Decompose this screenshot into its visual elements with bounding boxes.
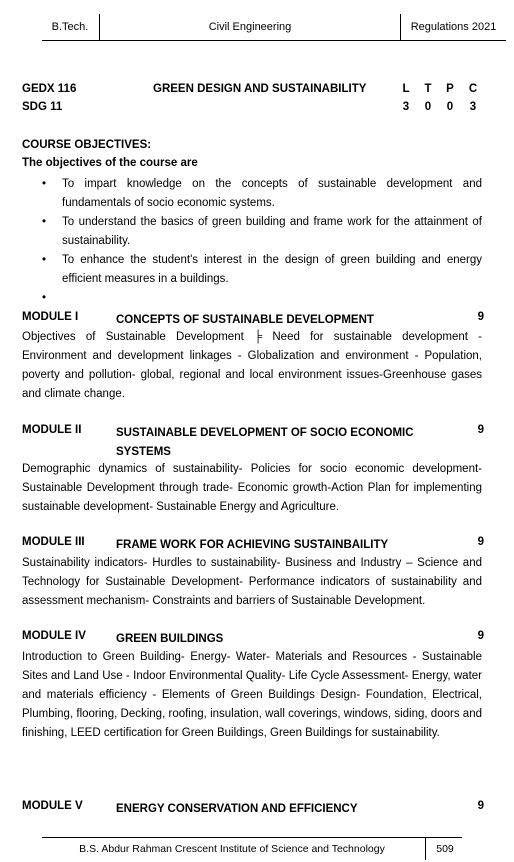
- objective-text: To enhance the student's interest in the design of green building and energy efficient measures in a buildings.: [62, 254, 482, 285]
- objective-item: [22, 175, 482, 213]
- module-hours: 9: [477, 536, 484, 548]
- page-footer: [42, 837, 462, 860]
- ltpc-label-c: C: [468, 83, 478, 95]
- objectives-heading: COURSE OBJECTIVES:: [22, 139, 152, 151]
- ltpc-value-t: 0: [424, 101, 432, 113]
- objective-item: [22, 213, 482, 251]
- module-title: SUSTAINABLE DEVELOPMENT OF SOCIO ECONOMIC SYSTEMS: [116, 427, 414, 458]
- page-header: [42, 14, 506, 41]
- objectives-list: [22, 175, 482, 308]
- header-regulations: Regulations 2021: [410, 21, 497, 33]
- ltpc-label-p: P: [446, 83, 454, 95]
- course-sdg: SDG 11: [22, 101, 63, 113]
- module-number: MODULE V: [22, 800, 83, 812]
- module-description: Objectives of Sustainable Development ╞ Need for sustainable development - Environment and development linkages - Globalization and environment - Population, poverty and pollution- global, regional and local environment issues-Greenhouse gases and climate change.: [22, 331, 482, 400]
- course-title: GREEN DESIGN AND SUSTAINABILITY: [153, 83, 367, 95]
- module-hours: 9: [477, 800, 484, 812]
- objective-text: To understand the basics of green building and frame work for the attainment of sustainability.: [62, 216, 482, 247]
- module-description: Demographic dynamics of sustainability- Policies for socio economic development- Sustainable Development through trade- Economic growth-Action Plan for implementing sustainable development- Sustainable Energy and Agriculture.: [22, 463, 482, 513]
- module-title: CONCEPTS OF SUSTAINABLE DEVELOPMENT: [116, 314, 374, 326]
- module-hours: 9: [477, 630, 484, 642]
- module-title: FRAME WORK FOR ACHIEVING SUSTAINBAILITY: [116, 539, 389, 551]
- objective-item: [22, 251, 482, 289]
- ltpc-label-t: T: [424, 83, 432, 95]
- header-department: Civil Engineering: [208, 21, 292, 33]
- bullet-icon: •: [42, 254, 47, 266]
- bullet-icon: •: [42, 216, 47, 228]
- ltpc-value-c: 3: [469, 101, 477, 113]
- course-code: GEDX 116: [22, 83, 77, 95]
- module-hours: 9: [477, 311, 484, 323]
- module-number: MODULE III: [22, 536, 85, 548]
- module-number: MODULE I: [22, 311, 79, 323]
- module-number: MODULE II: [22, 424, 82, 436]
- module-title: ENERGY CONSERVATION AND EFFICIENCY: [116, 803, 358, 815]
- ltpc-label-l: L: [402, 83, 410, 95]
- footer-institution: B.S. Abdur Rahman Crescent Institute of Science and Technology: [79, 843, 385, 855]
- header-program: B.Tech.: [51, 21, 89, 33]
- footer-divider: [425, 838, 426, 860]
- module-hours: 9: [477, 424, 484, 436]
- page-number: 509: [436, 843, 454, 855]
- module-description: Sustainability indicators- Hurdles to sustainability- Business and Industry – Science and Technology for Sustainable Development- Performance indicators of sustainability and assessment mechanism- Constraints and barriers of Sustainable Development.: [22, 557, 482, 607]
- bullet-icon: •: [42, 178, 47, 190]
- objective-item: [22, 289, 482, 308]
- module-number: MODULE IV: [22, 630, 86, 642]
- ltpc-value-p: 0: [446, 101, 454, 113]
- bullet-icon: •: [42, 292, 47, 304]
- module-description: Introduction to Green Building- Energy- Water- Materials and Resources - Sustainable Sites and Land Use - Indoor Environmental Quality- Life Cycle Assessment- Energy, water and materials efficiency - Elements of Green Buildings Design- Foundation, Electrical, Plumbing, flooring, Decking, roofing, insulation, wall coverings, windows, siding, doors and finishing, LEED certification for Green Buildings, Green Buildings for sustainability.: [22, 651, 482, 739]
- objective-text: To impart knowledge on the concepts of sustainable development and fundamentals of socio economic systems.: [62, 178, 482, 209]
- module-title: GREEN BUILDINGS: [116, 633, 224, 645]
- ltpc-value-l: 3: [402, 101, 410, 113]
- objectives-intro: The objectives of the course are: [22, 157, 198, 169]
